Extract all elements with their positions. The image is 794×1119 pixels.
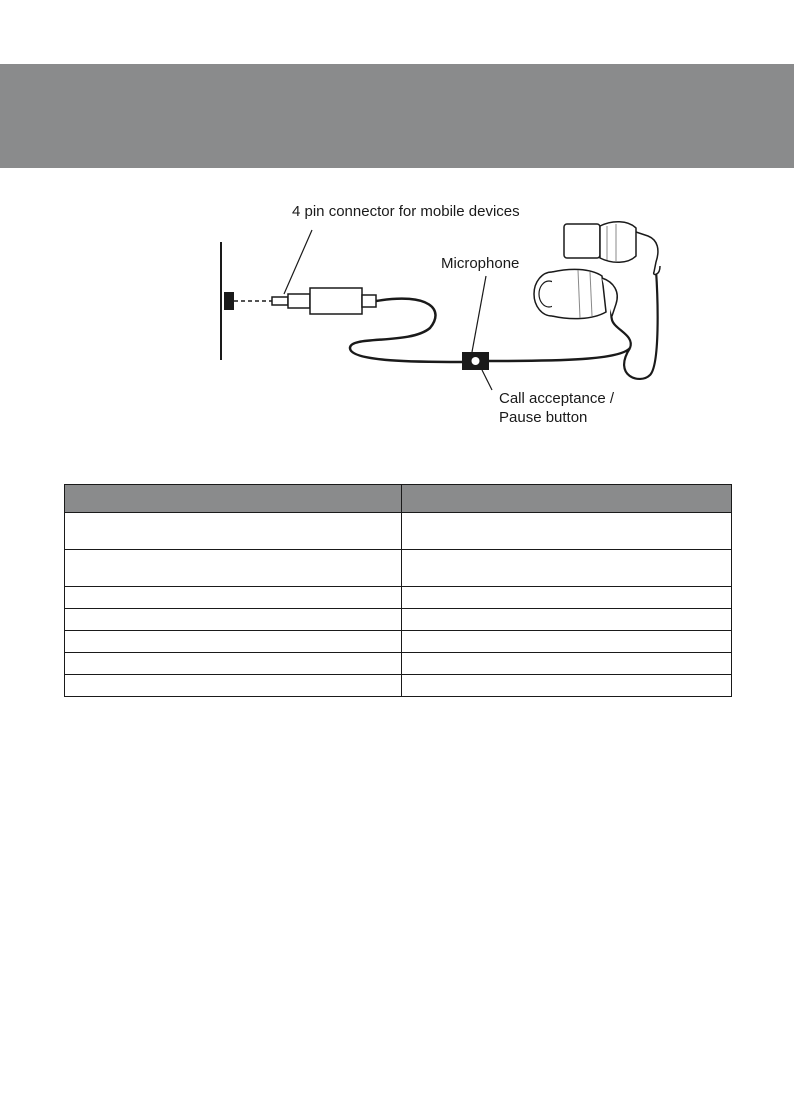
table-row — [65, 550, 732, 587]
earbud-front-icon — [534, 269, 617, 318]
table-row — [65, 675, 732, 697]
table-row — [65, 609, 732, 631]
table-cell — [402, 653, 732, 675]
remote-button-dot — [472, 357, 480, 365]
plug-pin — [272, 297, 288, 305]
connector-label: 4 pin connector for mobile devices — [292, 203, 520, 220]
microphone-leader — [472, 276, 486, 352]
table-row — [65, 631, 732, 653]
table-cell — [65, 513, 402, 550]
button-leader — [482, 370, 492, 390]
plug-body — [310, 288, 362, 314]
split-cable — [489, 348, 630, 361]
table-cell — [402, 513, 732, 550]
table-cell — [402, 631, 732, 653]
headset-diagram — [0, 180, 794, 440]
spec-table — [64, 484, 732, 697]
pause-button-label: Pause button — [499, 409, 588, 426]
call-acceptance-label: Call acceptance / — [499, 390, 615, 407]
earbud-cable-back — [624, 270, 658, 379]
header-band — [0, 64, 794, 168]
table-cell — [402, 587, 732, 609]
main-cable — [350, 299, 462, 362]
jack-socket — [224, 292, 234, 310]
table-cell — [402, 609, 732, 631]
table-cell — [65, 631, 402, 653]
connector-leader — [284, 230, 312, 294]
table-row — [65, 587, 732, 609]
microphone-label: Microphone — [441, 255, 520, 272]
table-cell — [65, 609, 402, 631]
table-cell — [65, 550, 402, 587]
table-row — [65, 513, 732, 550]
table-header-cell — [402, 485, 732, 513]
table-header-cell — [65, 485, 402, 513]
table-cell — [65, 653, 402, 675]
table-cell — [402, 550, 732, 587]
earbud-back-icon — [564, 222, 660, 275]
table-row — [65, 653, 732, 675]
table-cell — [65, 675, 402, 697]
table-cell — [402, 675, 732, 697]
table-cell — [65, 587, 402, 609]
table-header-row — [65, 485, 732, 513]
plug-neck — [288, 294, 310, 308]
plug-strain-relief — [362, 295, 376, 307]
